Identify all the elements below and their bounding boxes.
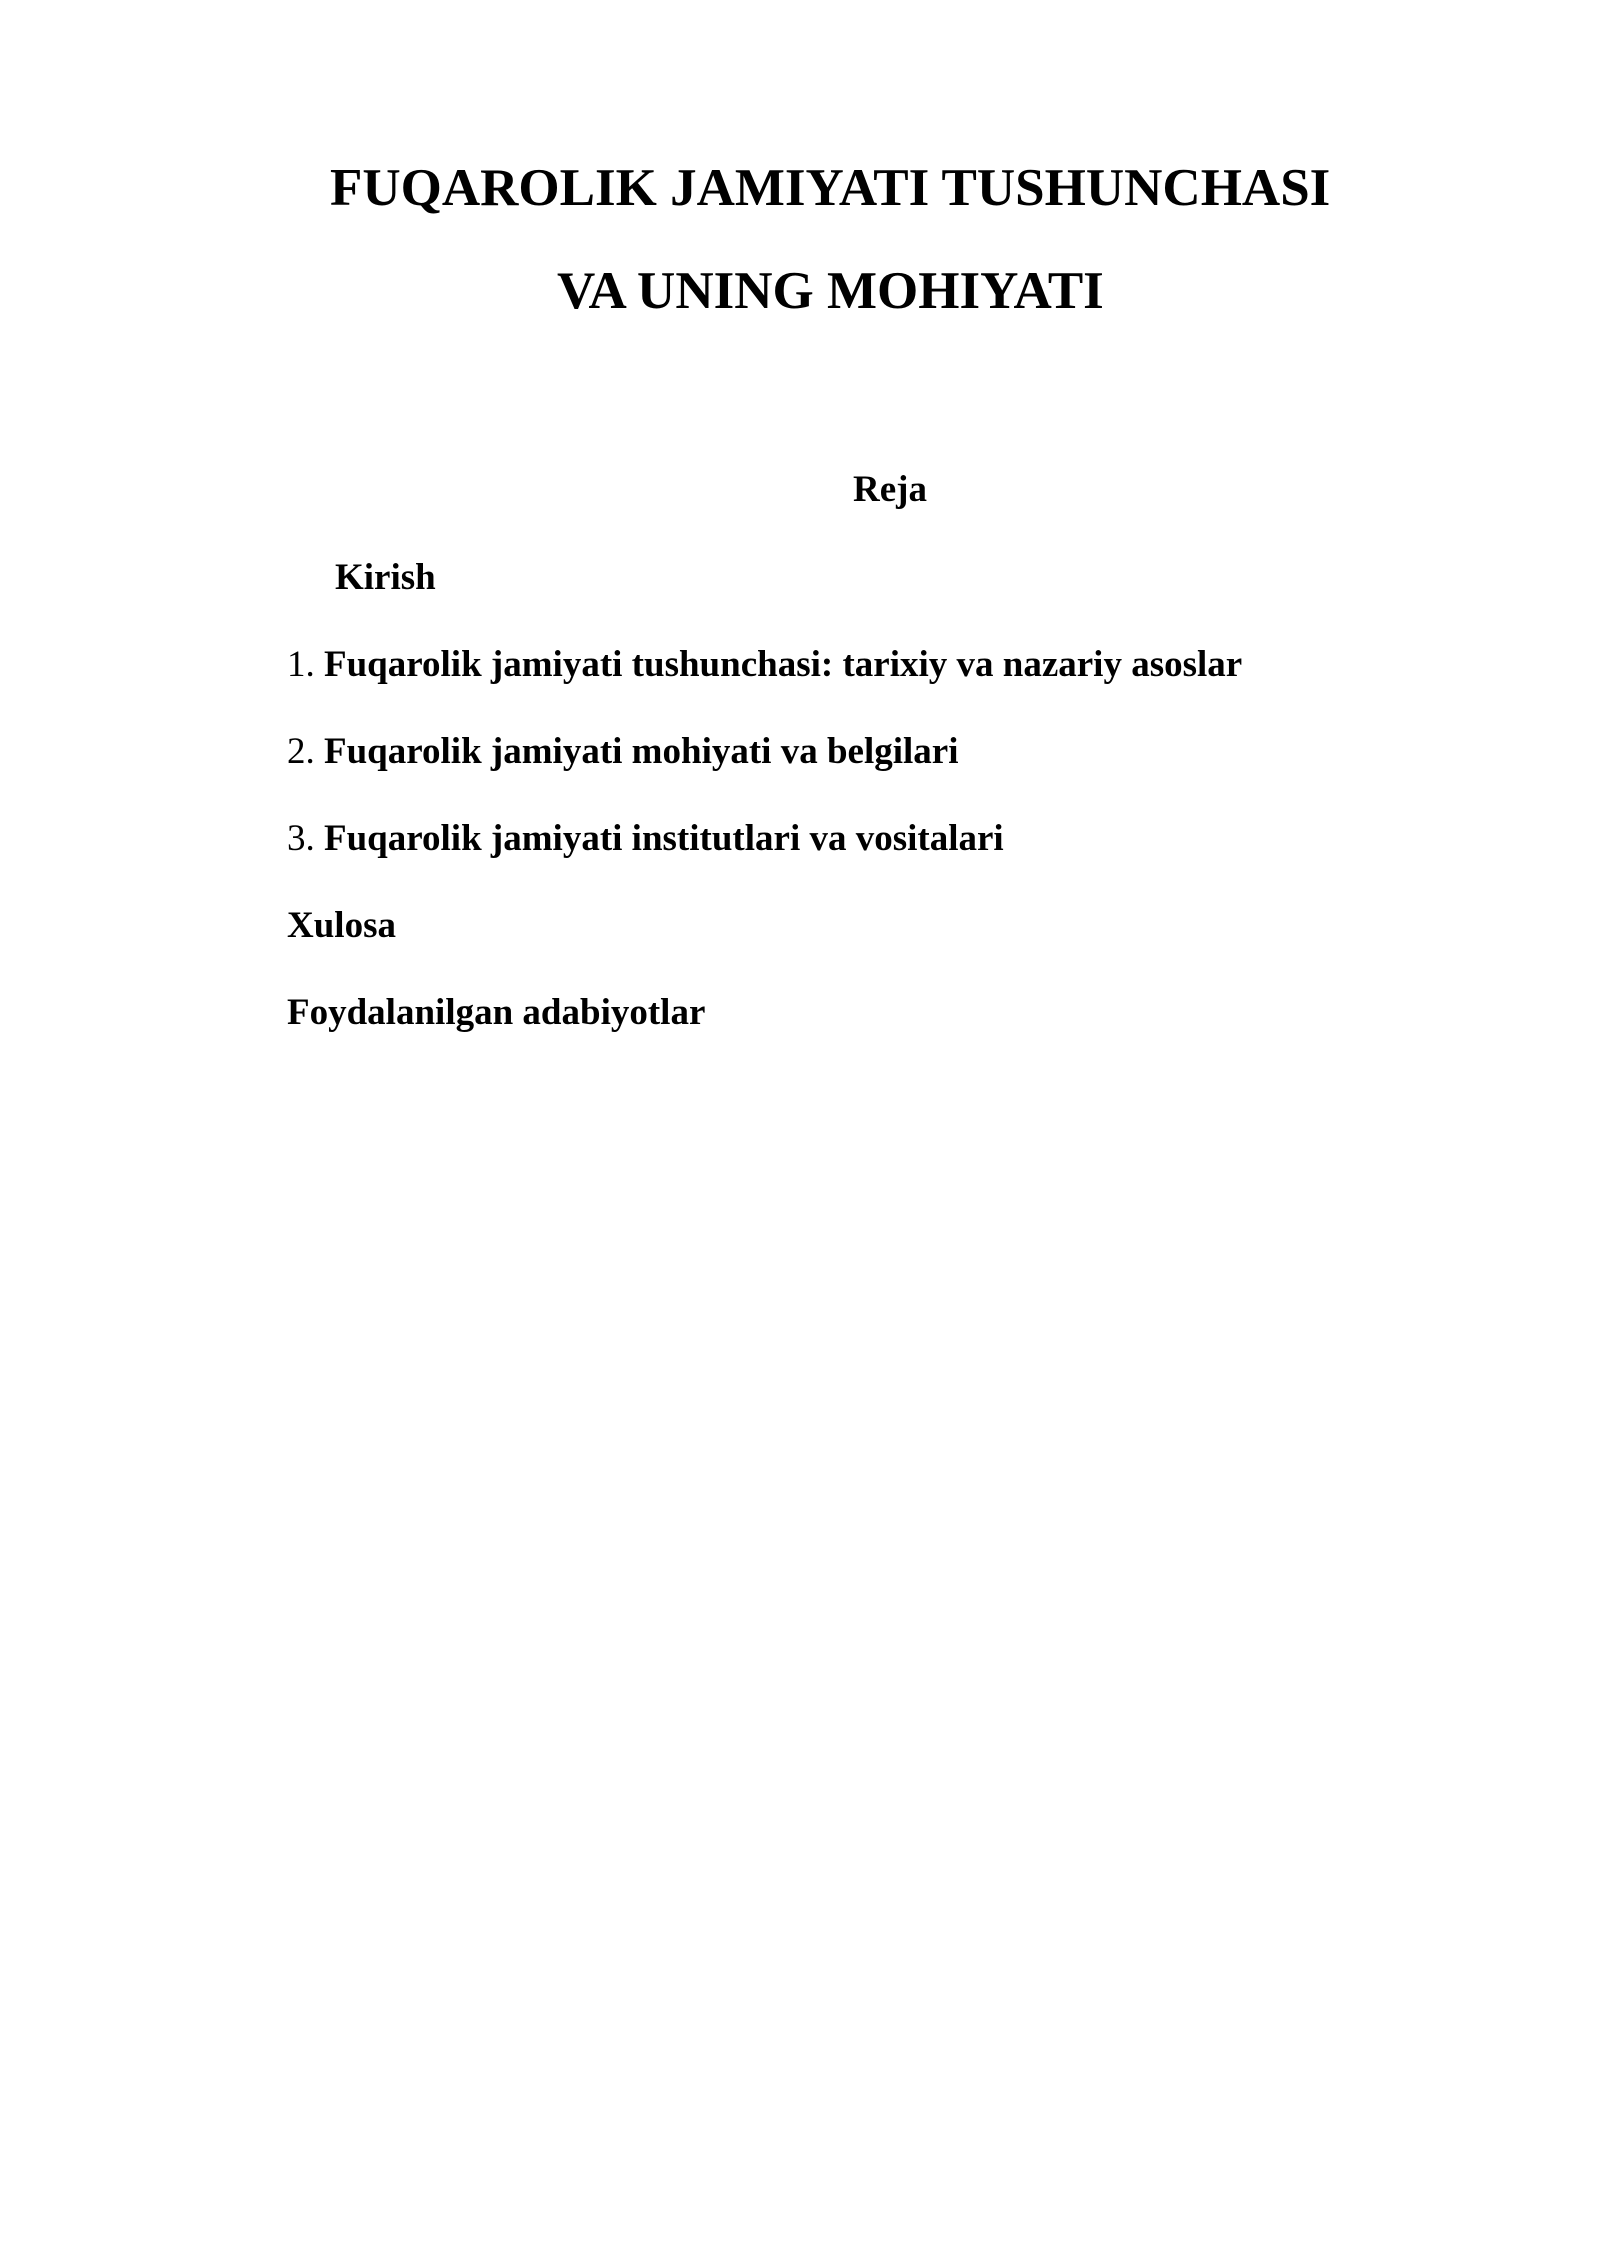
plan-heading: Reja	[853, 469, 927, 510]
toc-entry-number: 1.	[287, 644, 315, 685]
toc-entry-intro	[335, 556, 436, 600]
toc-entry-number: 3.	[287, 818, 315, 859]
toc-entry-conclusion-text: Xulosa	[287, 905, 396, 946]
toc-entry-title: Fuqarolik jamiyati institutlari va vositalari	[324, 818, 1004, 859]
document-title-line-2: VA UNING MOHIYATI	[557, 262, 1104, 320]
toc-entry-number: 2.	[287, 731, 315, 772]
toc-entry-references-text: Foydalanilgan adabiyotlar	[287, 992, 706, 1033]
toc-entry-title: Fuqarolik jamiyati mohiyati va belgilari	[324, 731, 959, 772]
document-title-line-1: FUQAROLIK JAMIYATI TUSHUNCHASI	[330, 159, 1331, 217]
toc-entry-intro-text: Kirish	[335, 557, 436, 598]
toc-entry-section-2	[287, 730, 959, 774]
toc-entry-conclusion	[287, 904, 396, 948]
toc-entry-section-3	[287, 817, 1004, 861]
toc-entry-title: Fuqarolik jamiyati tushunchasi: tarixiy va nazariy asoslar	[324, 644, 1243, 685]
toc-entry-references	[287, 991, 705, 1035]
toc-entry-section-1	[287, 643, 1242, 687]
